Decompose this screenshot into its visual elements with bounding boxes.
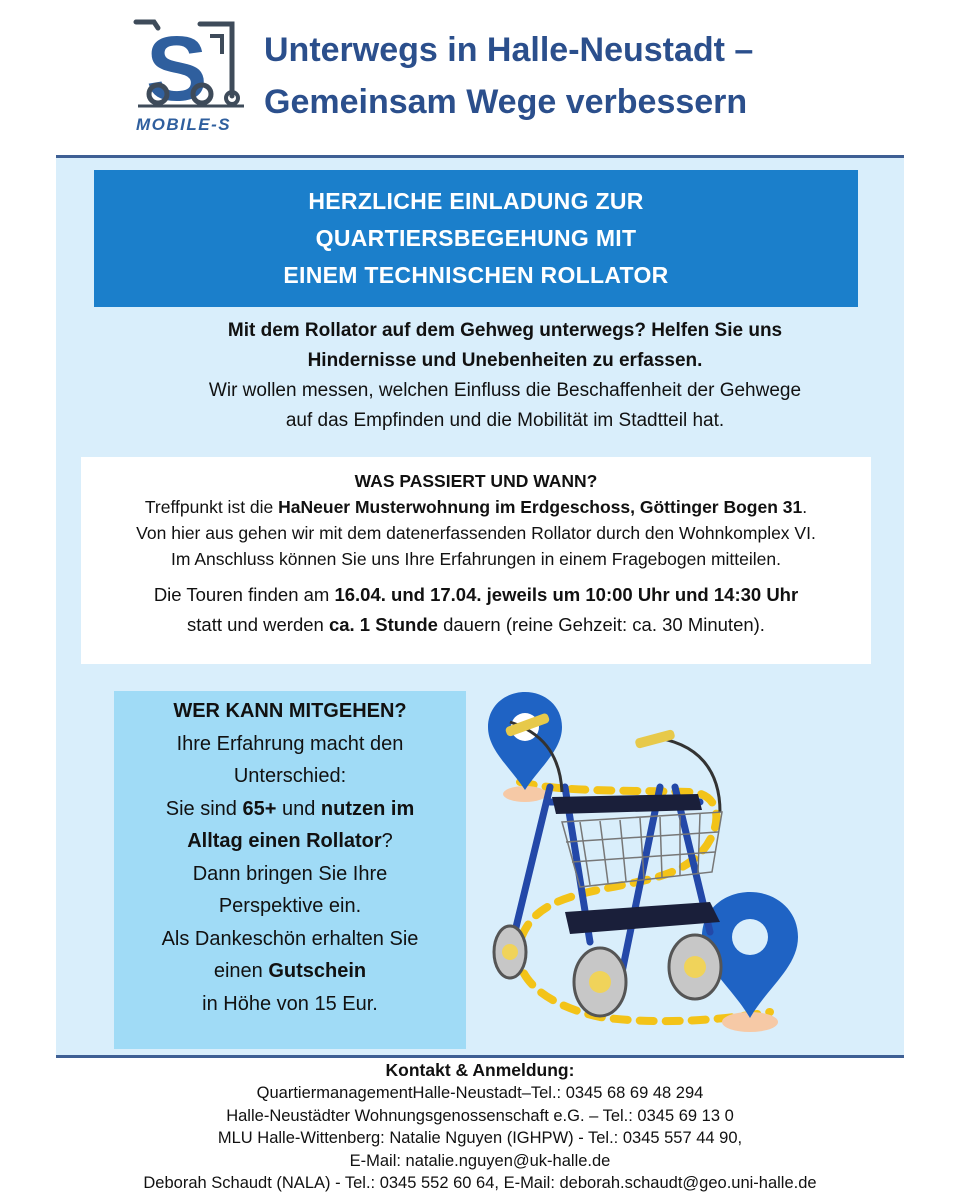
rollator-criterion: Alltag einen Rollator [187,830,382,852]
tour-duration-value: ca. 1 Stunde [328,614,438,635]
questionnaire-note: Im Anschluss können Sie uns Ihre Erfahrungen in einem Fragebogen mitteilen. [171,549,781,569]
banner-line-2: QUARTIERSBEGEHUNG MIT [315,225,637,251]
svg-text:S: S [146,18,208,120]
intro-bold-1: Mit dem Rollator auf dem Gehweg unterwegs? Helfen Sie uns [227,320,783,341]
who-line-2: Unterschied: [233,765,347,787]
intro-text [100,316,910,436]
who-can-join-box [114,691,466,1049]
who-line-3-c: und [276,797,321,820]
who-line-3-a: Sie sind [165,797,243,820]
who-line-4-b: ? [381,830,393,852]
who-line-7: Als Dankeschön erhalten Sie [161,927,419,950]
svg-text:MOBILE-S: MOBILE-S [136,115,232,134]
who-line-5: Dann bringen Sie Ihre [192,862,388,885]
intro-line-3: Wir wollen messen, welchen Einfluss die Beschaffenheit der Gehwege [208,380,802,401]
contact-line-2: Halle-Neustädter Wohnungsgenossenschaft e.G. – Tel.: 0345 69 13 0 [226,1106,734,1125]
meeting-point-suffix: . [802,497,808,517]
title-line-1: Unterwegs in Halle-Neustadt – [264,31,754,69]
tour-duration-suffix: dauern (reine Gehzeit: ca. 30 Minuten). [437,614,765,635]
banner-line-1: HERZLICHE EINLADUNG ZUR [308,188,644,214]
mobile-s-logo-icon [132,14,250,136]
who-line-8 [114,955,466,988]
intro-line-4: auf das Empfinden und die Mobilität im Stadtteil hat. [285,410,725,431]
tour-duration-prefix: statt und werden [187,614,329,635]
contact-line-3: MLU Halle-Wittenberg: Natalie Nguyen (IGHPW) - Tel.: 0345 557 44 90, [217,1129,743,1147]
who-line-6: Perspektive ein. [218,895,362,917]
contact-line-4: E-Mail: natalie.nguyen@uk-halle.de [349,1151,611,1170]
rollator-with-map-pins-icon [470,682,800,1042]
route-description: Von hier aus gehen wir mit dem datenerfassenden Rollator durch den Wohnkomplex VI. [136,523,816,543]
age-criterion: 65+ [242,797,277,820]
who-line-8-a: einen [213,960,269,982]
who-heading: WER KANN MITGEHEN? [173,700,407,722]
header [0,0,960,155]
who-line-9: in Höhe von 15 Eur. [202,992,378,1015]
tour-dates [81,580,871,610]
title-line-2: Gemeinsam Wege verbessern [264,83,748,121]
meeting-point-location: HaNeuer Musterwohnung im Erdgeschoss, Göttinger Bogen 31 [278,497,803,517]
tour-duration [81,610,871,640]
who-line-3 [114,793,466,826]
meeting-point-prefix: Treffpunkt ist die [144,497,279,517]
tour-dates-values: 16.04. und 17.04. jeweils um 10:00 Uhr und 14:30 Uhr [334,584,799,605]
contact-section [56,1058,904,1195]
contact-heading: Kontakt & Anmeldung: [385,1060,575,1080]
contact-line-5: Deborah Schaudt (NALA) - Tel.: 0345 552 60 64, E-Mail: deborah.schaudt@geo.uni-halle.de [143,1174,817,1192]
what-when-box [81,457,871,664]
banner-line-3: EINEM TECHNISCHEN ROLLATOR [283,262,669,288]
contact-line-1: QuartiermanagementHalle-Neustadt–Tel.: 0345 68 69 48 294 [256,1084,704,1102]
intro-bold-2: Hindernisse und Unebenheiten zu erfassen. [307,350,703,371]
meeting-point [81,494,871,520]
who-line-4 [114,825,466,858]
invitation-banner [94,170,858,307]
what-heading: WAS PASSIERT UND WANN? [354,471,598,491]
who-line-1: Ihre Erfahrung macht den [176,732,404,755]
voucher-word: Gutschein [268,960,367,982]
page-title [264,24,924,128]
tour-dates-prefix: Die Touren finden am [153,584,335,605]
who-line-3-d: nutzen im [320,797,415,820]
